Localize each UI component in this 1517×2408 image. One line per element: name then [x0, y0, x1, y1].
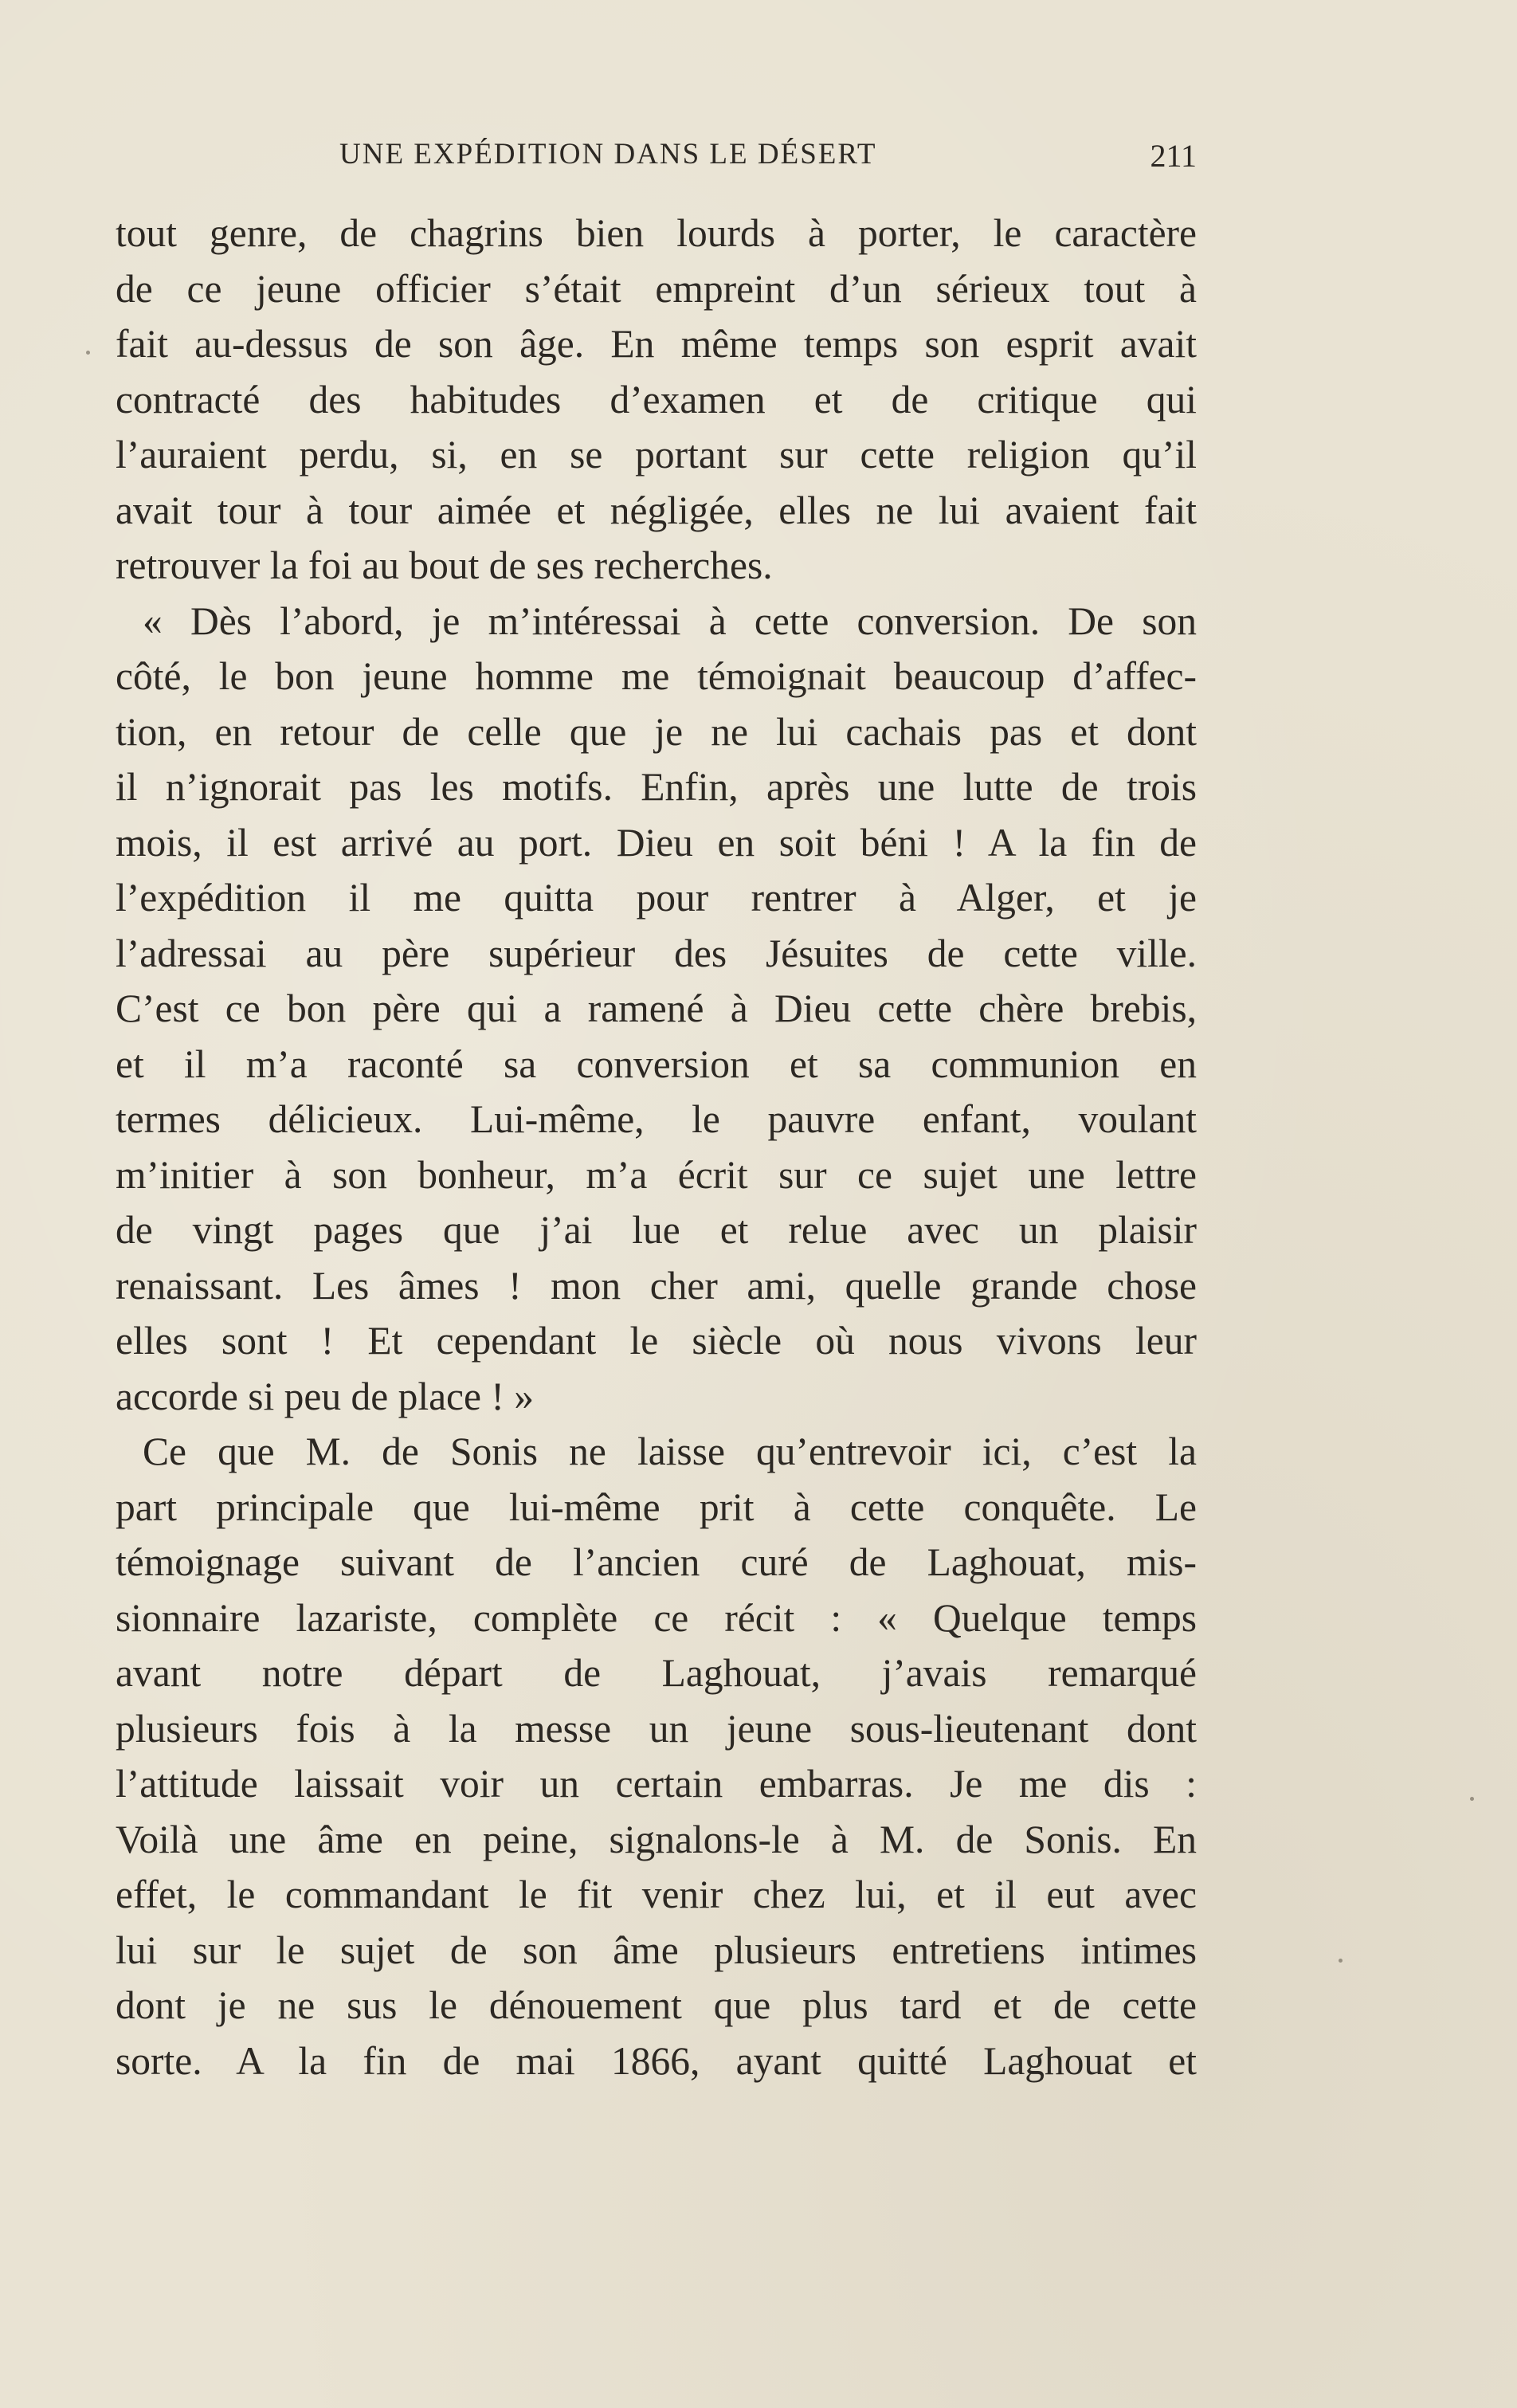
text-line: Ce que M. de Sonis ne laisse qu’entrevoir ici, c’est la	[143, 1430, 1197, 1473]
text-line: elles sont ! Et cependant le siècle où nous vivons leur	[116, 1319, 1197, 1363]
text-line: tout genre, de chagrins bien lourds à porter, le caractère	[116, 211, 1197, 255]
text-line: de ce jeune officier s’était empreint d’un sérieux tout à	[116, 266, 1197, 311]
text-line: accorde si peu de place ! »	[116, 1374, 534, 1418]
text-line: sorte. A la fin de mai 1866, ayant quitté Laghouat et	[116, 2038, 1197, 2083]
text-line: renaissant. Les âmes ! mon cher ami, quelle grande chose	[116, 1263, 1197, 1308]
text-line: dont je ne sus le dénouement que plus tard et de cette	[116, 1983, 1197, 2027]
text-line: et il m’a raconté sa conversion et sa communion en	[116, 1041, 1197, 1086]
paper-speck	[1470, 1797, 1474, 1801]
page-number: 211	[1150, 138, 1197, 174]
text-line: retrouver la foi au bout de ses recherches.	[116, 543, 773, 587]
paper-speck	[1339, 1959, 1343, 1963]
running-head	[116, 137, 1197, 177]
text-line: il n’ignorait pas les motifs. Enfin, après une lutte de trois	[116, 765, 1197, 809]
text-line: part principale que lui-même prit à cette conquête. Le	[116, 1484, 1197, 1529]
text-line: tion, en retour de celle que je ne lui cachais pas et dont	[116, 709, 1197, 754]
text-line: l’attitude laissait voir un certain embarras. Je me dis :	[116, 1762, 1197, 1806]
text-line: fait au-dessus de son âge. En même temps son esprit avait	[116, 322, 1197, 366]
text-line: avait tour à tour aimée et négligée, elles ne lui avaient fait	[116, 488, 1197, 532]
text-line: « Dès l’abord, je m’intéressai à cette conversion. De son	[143, 598, 1197, 643]
text-line: C’est ce bon père qui a ramené à Dieu cette chère brebis,	[116, 986, 1197, 1030]
text-line: lui sur le sujet de son âme plusieurs entretiens intimes	[116, 1928, 1197, 1972]
text-line: contracté des habitudes d’examen et de critique qui	[116, 377, 1197, 422]
body-text	[116, 206, 1197, 2088]
text-line: l’expédition il me quitta pour rentrer à Alger, et je	[116, 876, 1197, 920]
text-line: m’initier à son bonheur, m’a écrit sur ce sujet une lettre	[116, 1152, 1197, 1197]
text-line: de vingt pages que j’ai lue et relue avec un plaisir	[116, 1208, 1197, 1252]
text-line: effet, le commandant le fit venir chez lui, et il eut avec	[116, 1873, 1197, 1916]
text-line: l’auraient perdu, si, en se portant sur cette religion qu’il	[116, 433, 1197, 477]
paper-speck	[86, 351, 90, 355]
text-line: avant notre départ de Laghouat, j’avais remarqué	[116, 1651, 1197, 1695]
text-line: témoignage suivant de l’ancien curé de Laghouat, mis-	[116, 1540, 1197, 1584]
text-line: l’adressai au père supérieur des Jésuites de cette ville.	[116, 931, 1197, 975]
text-line: termes délicieux. Lui-même, le pauvre enfant, voulant	[116, 1097, 1197, 1141]
text-line: côté, le bon jeune homme me témoignait beaucoup d’affec-	[116, 654, 1197, 698]
text-line: mois, il est arrivé au port. Dieu en soit béni ! A la fin de	[116, 820, 1197, 865]
text-line: plusieurs fois à la messe un jeune sous-lieutenant dont	[116, 1706, 1197, 1751]
running-title: UNE EXPÉDITION DANS LE DÉSERT	[339, 138, 877, 171]
text-line: Voilà une âme en peine, signalons-le à M. de Sonis. En	[116, 1817, 1197, 1861]
text-line: sionnaire lazariste, complète ce récit : « Quelque temps	[116, 1595, 1197, 1640]
